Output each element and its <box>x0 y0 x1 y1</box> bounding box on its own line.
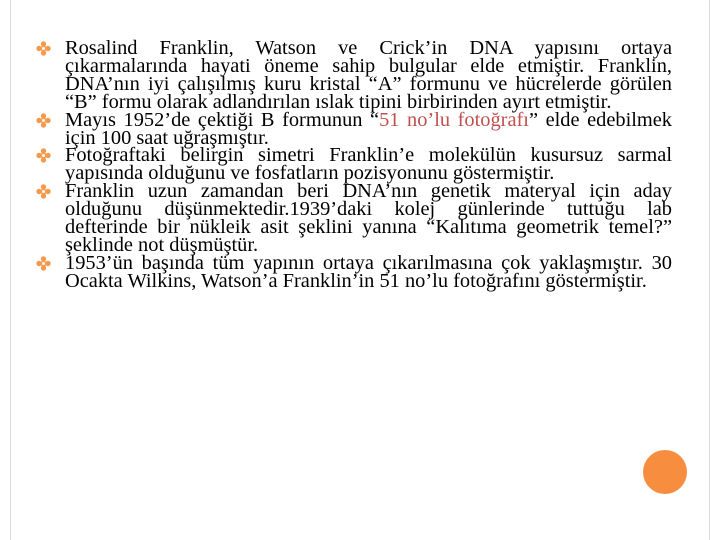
slide-border-right <box>709 0 710 540</box>
bullet-text-2-before: Mayıs 1952’de çektiği B formunun “ <box>65 108 380 131</box>
flower-bullet-icon <box>36 184 51 199</box>
slide-border-left <box>10 0 11 540</box>
bullet-text-5: 1953’ün başında tüm yapının ortaya çıkarılmasına çok yaklaşmıştır. 30 Ocakta Wilkins, Watson’a Franklin’in 51 no’lu fotoğrafını göstermiştir. <box>65 251 672 292</box>
bullet-text-3: Fotoğraftaki belirgin simetri Franklin’e molekülün kusursuz sarmal yapısında olduğunu ve fosfatların pozisyonunu göstermiştir. <box>65 144 672 185</box>
orange-circle-decoration <box>643 450 687 494</box>
bullet-text-2-after: ” elde edebilmek için 100 saat uğraşmıştır. <box>65 108 673 149</box>
flower-bullet-icon <box>36 256 51 271</box>
flower-bullet-icon <box>36 113 51 128</box>
bullet-text-4: Franklin uzun zamandan beri DNA’nın genetik materyal için aday olduğunu düşünmektedir.1939’daki kolej günlerinde tuttuğu lab defterinde bir nükleik asit şeklini yanına “Kalıtıma geometrik temel?” şeklinde not düşmüştür. <box>65 180 672 256</box>
bullet-item-2 <box>36 108 673 149</box>
bullet-item-3 <box>36 144 672 185</box>
bullet-list <box>36 37 673 292</box>
bullet-item-5 <box>36 251 672 292</box>
flower-bullet-icon <box>36 41 51 56</box>
photo-51-highlight: 51 no’lu fotoğrafı <box>379 108 529 131</box>
bullet-item-1 <box>36 37 672 113</box>
bullet-text-1: Rosalind Franklin, Watson ve Crick’in DNA yapısını ortaya çıkarmalarında hayati öneme sahip bulgular elde etmiştir. Franklin, DNA’nın iyi çalışılmış kuru kristal “A” formunu ve hücrelerde görülen “B” formu olarak adlandırılan ıslak tipini birbirinden ayırt etmiştir. <box>65 37 672 113</box>
flower-bullet-icon <box>36 148 51 163</box>
bullet-item-4 <box>36 180 672 256</box>
